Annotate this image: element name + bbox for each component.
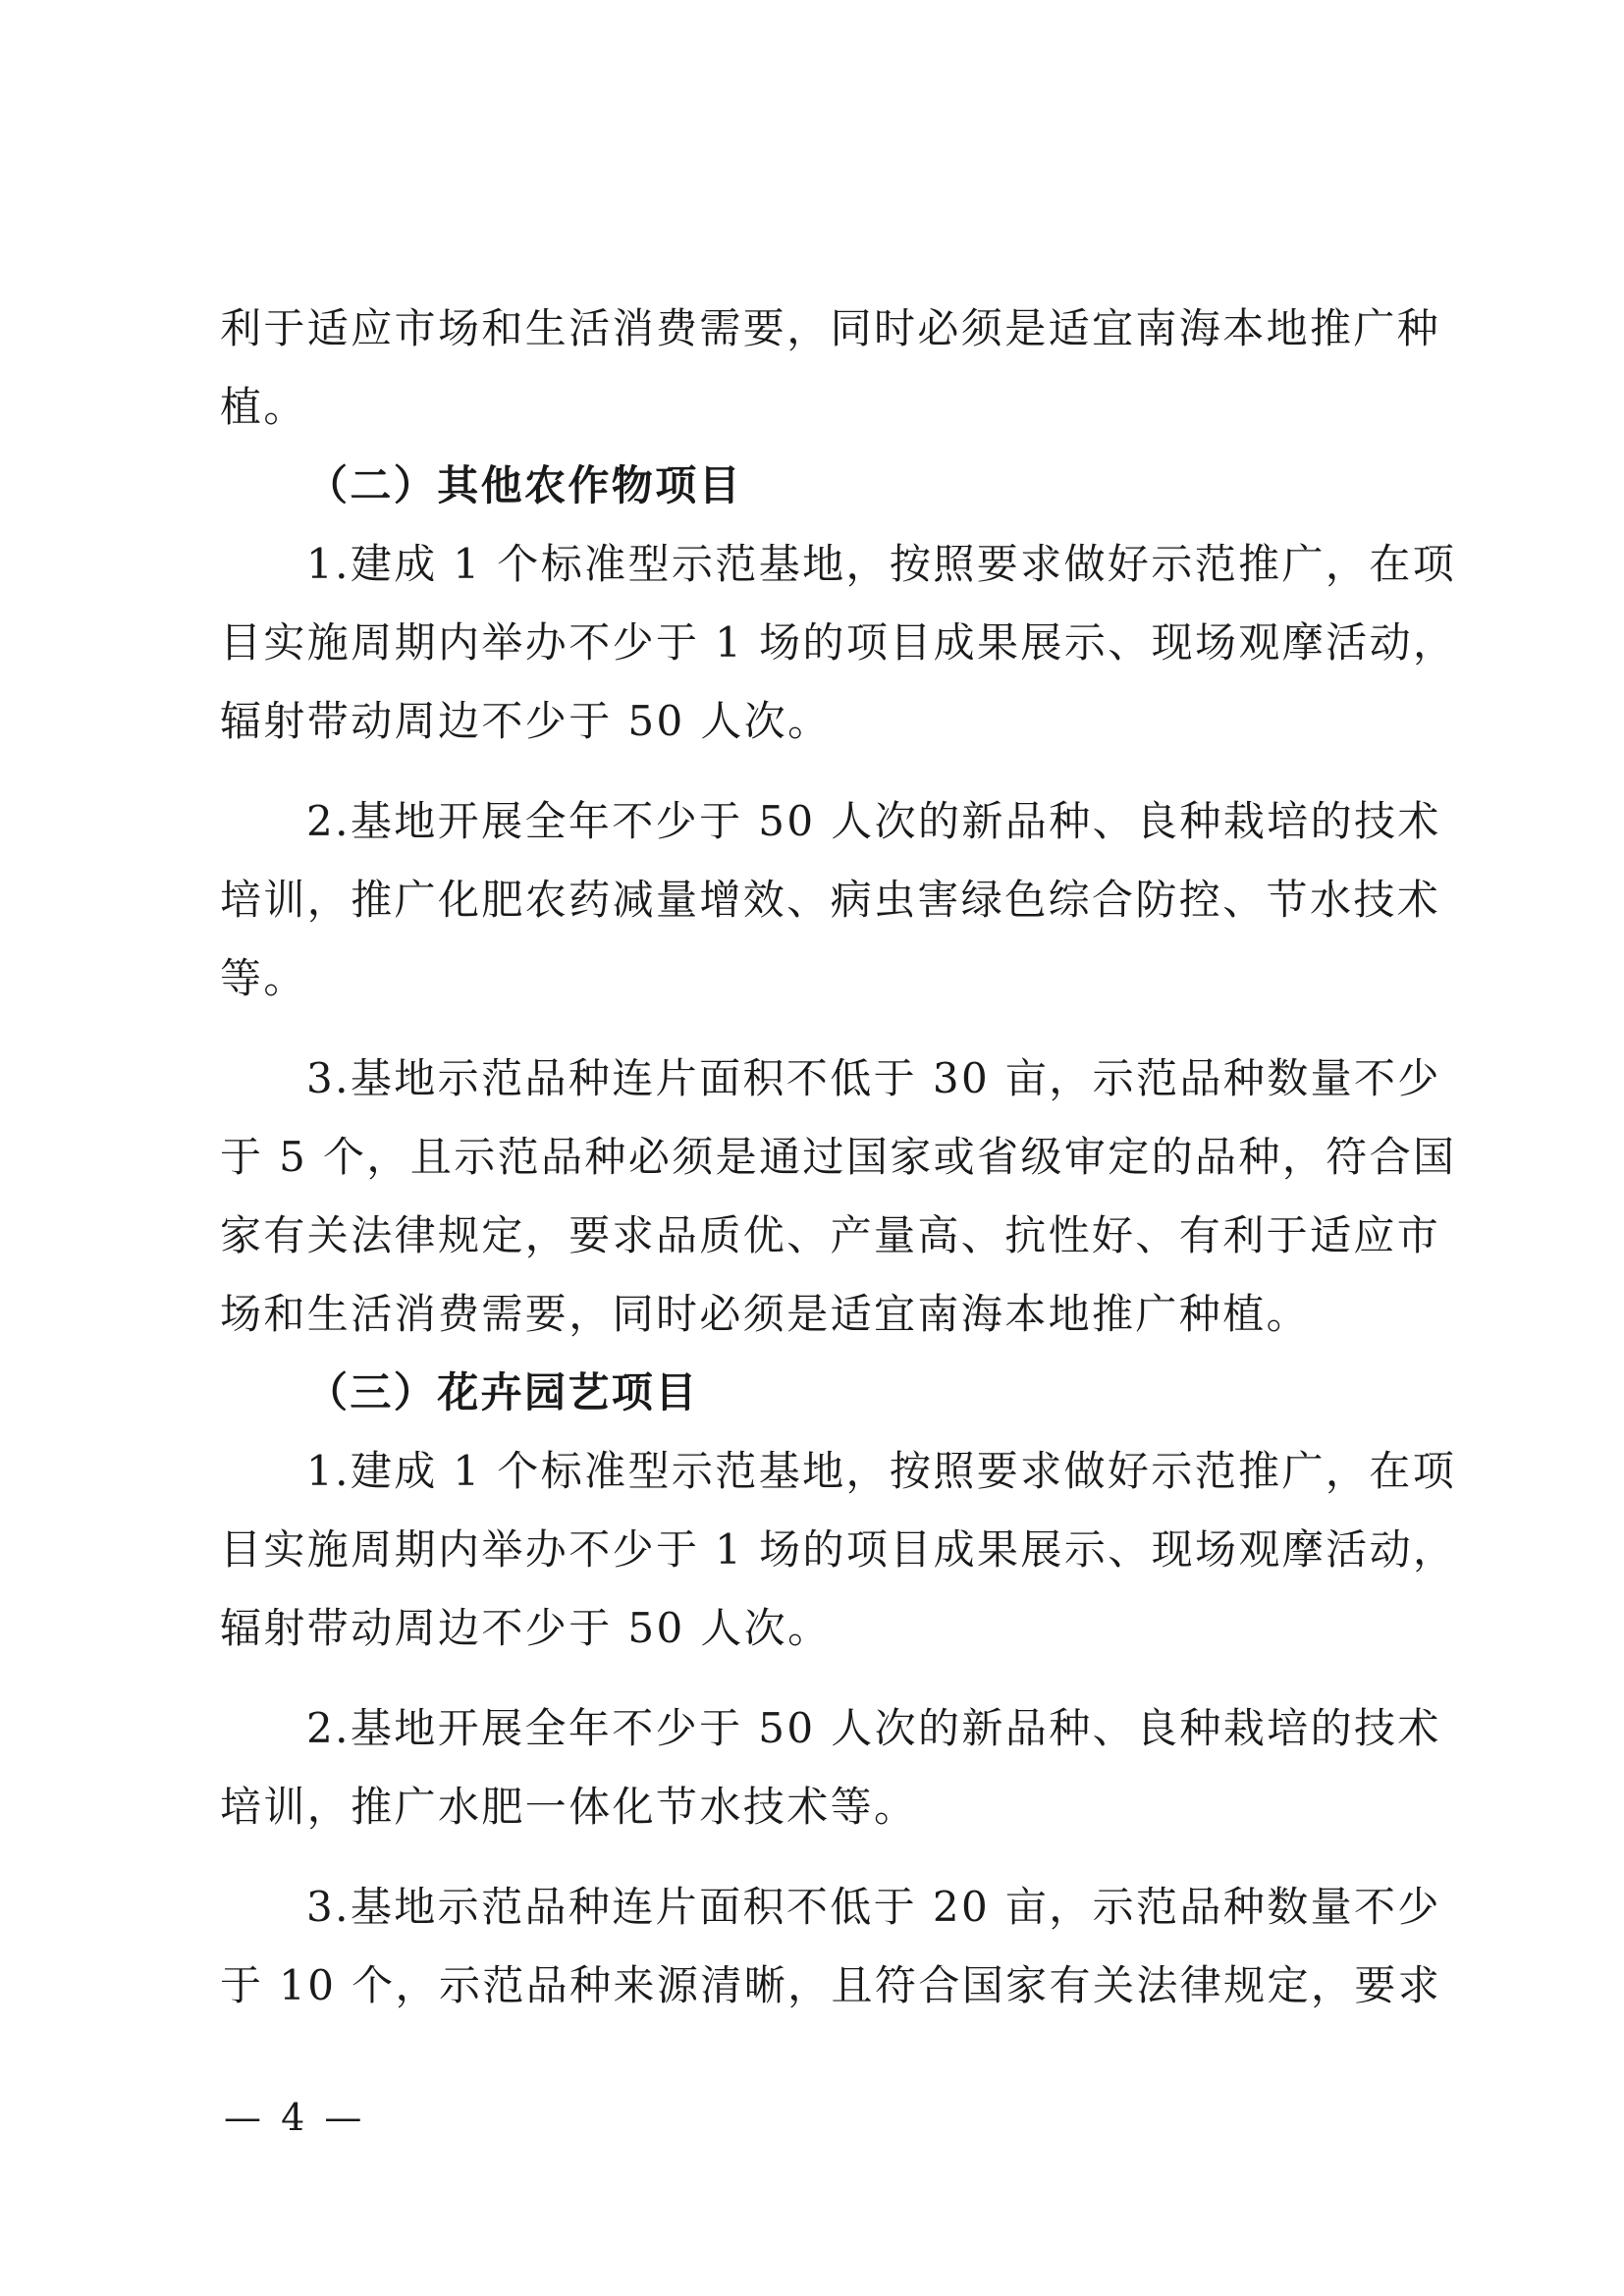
paragraph-line: 培训，推广水肥一体化节水技术等。 [220, 1783, 918, 1831]
paragraph-line: 1.建成 1 个标准型示范基地，按照要求做好示范推广，在项 [306, 1447, 1457, 1495]
paragraph-gap [220, 1018, 1433, 1040]
paragraph-line: 辐射带动周边不少于 50 人次。 [220, 1604, 832, 1652]
paragraph-line: 3.基地示范品种连片面积不低于 20 亩，示范品种数量不少 [306, 1883, 1441, 1931]
paragraph-line: 培训，推广化肥农药减量增效、病虫害绿色综合防控、节水技术 [220, 876, 1441, 924]
paragraph-line: 植。 [220, 383, 307, 431]
paragraph-line: 于 5 个，且示范品种必须是通过国家或省级审定的品种，符合国 [220, 1133, 1457, 1181]
paragraph-line: 家有关法律规定，要求品质优、产量高、抗性好、有利于适应市 [220, 1211, 1441, 1259]
page-number: — 4 — [224, 2096, 366, 2139]
paragraph-line: 目实施周期内举办不少于 1 场的项目成果展示、现场观摩活动， [220, 1525, 1457, 1574]
paragraph-line: 等。 [220, 954, 307, 1002]
paragraph-line: 2.基地开展全年不少于 50 人次的新品种、良种栽培的技术 [306, 1704, 1441, 1752]
paragraph-line: 1.建成 1 个标准型示范基地，按照要求做好示范推广，在项 [306, 540, 1457, 588]
paragraph-line: 场和生活消费需要，同时必须是适宜南海本地推广种植。 [220, 1290, 1311, 1338]
paragraph-line: 目实施周期内举办不少于 1 场的项目成果展示、现场观摩活动， [220, 618, 1457, 667]
paragraph-line: 3.基地示范品种连片面积不低于 30 亩，示范品种数量不少 [306, 1054, 1441, 1102]
section-heading-other-crops: （二）其他农作物项目 [306, 461, 743, 509]
paragraph-gap [220, 761, 1433, 782]
section-heading-flowers-horticulture: （三）花卉园艺项目 [306, 1368, 699, 1416]
paragraph-gap [220, 1846, 1433, 1868]
paragraph-line: 2.基地开展全年不少于 50 人次的新品种、良种栽培的技术 [306, 797, 1441, 845]
document-body [220, 290, 1457, 2025]
paragraph-line: 于 10 个，示范品种来源清晰，且符合国家有关法律规定，要求 [220, 1961, 1442, 2009]
paragraph-line: 利于适应市场和生活消费需要，同时必须是适宜南海本地推广种 [220, 304, 1441, 352]
paragraph-gap [220, 1668, 1433, 1689]
paragraph-line: 辐射带动周边不少于 50 人次。 [220, 697, 832, 745]
